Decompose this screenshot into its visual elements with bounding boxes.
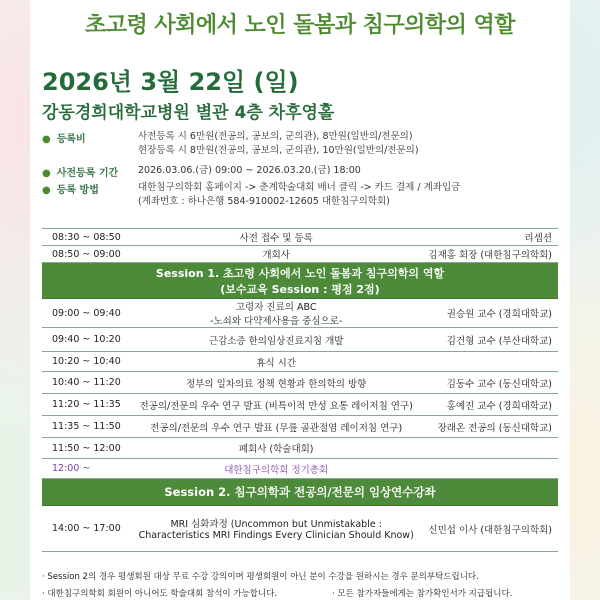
row-speaker: 홍예진 교수 (경희대학교) (424, 394, 558, 416)
schedule-table (42, 228, 558, 552)
row-title (128, 506, 424, 552)
row-time: 14:00 ~ 17:00 (42, 506, 128, 552)
schedule-row (42, 299, 558, 328)
row-time: 08:30 ~ 08:50 (42, 229, 128, 246)
fee-line-2: 현장등록 시 8만원(전공의, 공보의, 군의관), 10만원(일반의/전문의) (138, 145, 419, 156)
poster-title: 초고령 사회에서 노인 돌봄과 침구의학의 역할 (84, 13, 516, 38)
bullet-icon: ● (42, 168, 51, 179)
row-time: 10:40 ~ 11:20 (42, 372, 128, 394)
row-title-line: MRI 심화과정 (Uncommon but Unmistakable : (170, 519, 382, 530)
schedule-row (42, 459, 558, 479)
row-title (128, 328, 424, 352)
fee-line-1: 사전등록 시 6만원(전공의, 공보의, 군의관), 8만원(일반의/전문의) (138, 131, 413, 142)
method-line-2: (계좌번호 : 하나은행 584-910002-12605 대한침구의학회) (138, 196, 390, 207)
fee-label: 등록비 (56, 134, 86, 145)
bullet-icon: ● (42, 185, 51, 196)
row-time: 09:40 ~ 10:20 (42, 328, 128, 352)
row-time: 10:20 ~ 10:40 (42, 352, 128, 372)
row-title (128, 246, 424, 263)
row-title-line: 사전 접수 및 등록 (239, 233, 313, 244)
row-title (128, 416, 424, 438)
row-title-line: 휴식 시간 (256, 357, 297, 369)
row-title (128, 229, 424, 246)
period-value: 2026.03.06.(금) 09:00 ~ 2026.03.20.(금) 18:00 (138, 165, 361, 176)
session-title: Session 2. 침구의학과 전공의/전문의 임상연수강좌 (164, 485, 436, 499)
schedule-row (42, 352, 558, 372)
row-title-line-2: Characteristics MRI Findings Every Clinician Should Know) (138, 530, 414, 541)
row-title (128, 299, 424, 328)
row-time: 12:00 ~ (42, 459, 128, 479)
method-line-1: 대한침구의학회 홈페이지 -> 춘계학술대회 배너 클릭 -> 카드 결제 / 계좌입금 (138, 182, 461, 193)
row-title (128, 352, 424, 372)
session-subtitle: (보수교육 Session : 평점 2점) (220, 282, 380, 296)
schedule-row (42, 438, 558, 459)
row-speaker (424, 438, 558, 459)
notes (42, 570, 562, 600)
schedule-row (42, 246, 558, 263)
session-title: Session 1. 초고령 사회에서 노인 돌봄과 침구의학의 역할 (155, 266, 445, 280)
note-1: · Session 2의 경우 평생회원 대상 무료 수강 강의이며 평생회원이 아닌 분이 수강을 원하시는 경우 문의부탁드립니다. (42, 572, 479, 582)
bullet-icon: ● (42, 134, 51, 145)
row-title-line: 대한침구의학회 정기총회 (224, 464, 329, 476)
schedule-row (42, 506, 558, 552)
row-title-line-2: -노쇠와 다약제사용을 중심으로- (210, 316, 343, 327)
row-speaker: 리셉션 (424, 229, 558, 246)
row-title (128, 394, 424, 416)
schedule-row (42, 229, 558, 246)
row-time: 09:00 ~ 09:40 (42, 299, 128, 328)
row-speaker: 김건형 교수 (부산대학교) (424, 328, 558, 352)
note-3: · 모든 참가자들에게는 참가확인서가 지급됩니다. (332, 589, 513, 599)
row-title-line: 전공의/전문의 우수 연구 발표 (무릎 골관절염 레이저침 연구) (150, 422, 403, 434)
row-speaker: 김재홍 회장 (대한침구의학회) (424, 246, 558, 263)
session-header-row (42, 263, 558, 299)
period-label: 사전등록 기간 (56, 168, 119, 179)
row-title-line: 개회사 (262, 250, 290, 261)
event-venue: 강동경희대학교병원 별관 4층 차후영홀 (42, 103, 335, 123)
row-time: 11:35 ~ 11:50 (42, 416, 128, 438)
schedule-row (42, 394, 558, 416)
note-2: · 대한침구의학회 회원이 아니어도 학술대회 참석이 가능합니다. (42, 589, 278, 599)
row-title-line: 근감소증 한의임상진료지침 개발 (208, 335, 344, 347)
row-speaker: 장래온 전공의 (동신대학교) (424, 416, 558, 438)
row-speaker (424, 459, 558, 479)
row-title-line: 폐회사 (학술대회) (238, 444, 314, 455)
row-time: 08:50 ~ 09:00 (42, 246, 128, 263)
row-title (128, 372, 424, 394)
row-title-line: 고령자 진료의 ABC (235, 302, 317, 313)
row-speaker: 권승원 교수 (경희대학교) (424, 299, 558, 328)
event-date: 2026년 3월 22일 (일) (42, 68, 299, 96)
row-time: 11:20 ~ 11:35 (42, 394, 128, 416)
row-title-line: 정부의 일차의료 정책 현황과 한의학의 방향 (186, 378, 367, 390)
row-speaker (424, 352, 558, 372)
schedule-row (42, 372, 558, 394)
row-speaker: 신민섭 이사 (대한침구의학회) (424, 506, 558, 552)
method-label: 등록 방법 (56, 185, 99, 196)
row-title (128, 438, 424, 459)
schedule-row (42, 328, 558, 352)
row-title-line: 전공의/전문의 우수 연구 발표 (비특이적 만성 요통 레이저침 연구) (139, 400, 413, 412)
schedule-row (42, 416, 558, 438)
row-speaker: 김동수 교수 (동신대학교) (424, 372, 558, 394)
row-title (128, 459, 424, 479)
session-header-row (42, 479, 558, 506)
row-time: 11:50 ~ 12:00 (42, 438, 128, 459)
